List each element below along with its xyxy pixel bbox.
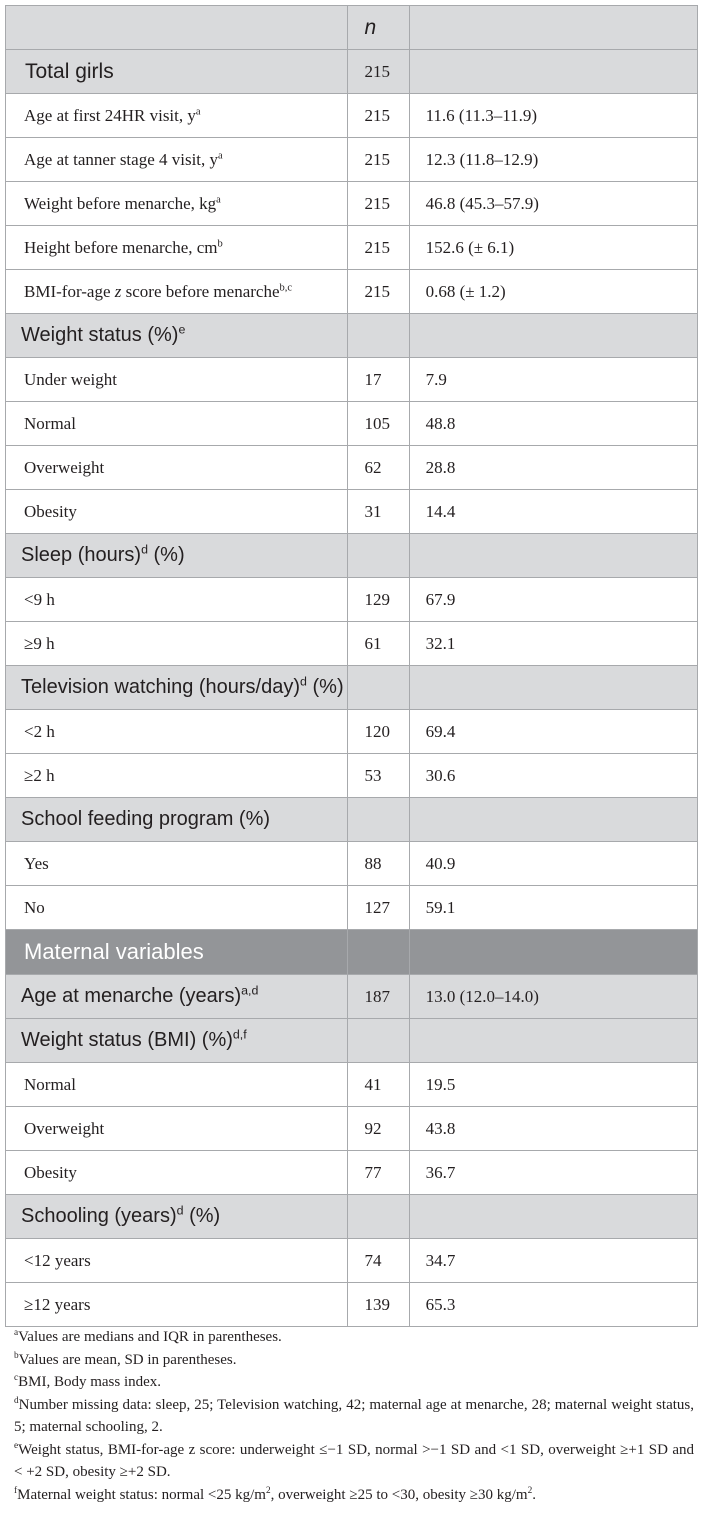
row-label: Yes <box>6 842 348 886</box>
section-title: Weight status (BMI) (%)$^{d,f}$ <box>6 1019 348 1063</box>
section-title: Weight status (%)$^e$ <box>6 314 348 358</box>
table-header-row <box>6 6 698 50</box>
row-value: 43.8 <box>409 1107 697 1151</box>
header-cell-value <box>409 6 697 50</box>
row-label: Normal <box>6 402 348 446</box>
row-value: 59.1 <box>409 886 697 930</box>
section-header-schooling <box>6 1195 698 1239</box>
row-label: ≥12 years <box>6 1283 348 1327</box>
table-row <box>6 622 698 666</box>
row-n: 187 <box>348 975 409 1019</box>
row-value: 69.4 <box>409 710 697 754</box>
row-n: 74 <box>348 1239 409 1283</box>
footnote-d: $^d$Number missing data: sleep, 25; Television watching, 42; maternal age at menarche, 28; maternal weight status, 5; maternal schooling, 2. <box>14 1395 694 1435</box>
row-label: Total girls <box>6 50 348 94</box>
row-n: 62 <box>348 446 409 490</box>
header-cell-label <box>6 6 348 50</box>
row-n: 215 <box>348 50 409 94</box>
row-value: 19.5 <box>409 1063 697 1107</box>
section-header-sleep <box>6 534 698 578</box>
footnote-c: $^c$BMI, Body mass index. <box>14 1373 162 1390</box>
row-label: BMI-for-age z score before menarche$^{b,c}$ <box>6 270 348 314</box>
row-label: Under weight <box>6 358 348 402</box>
characteristics-table <box>5 5 698 1327</box>
footnote-f: $^f$Maternal weight status: normal <25 $kg/m^2$, overweight ≥25 to <30, obesity ≥30 $kg/m^2$. <box>14 1485 537 1503</box>
row-label: Age at first 24HR visit, $y^a$ <box>6 94 348 138</box>
table-footnotes <box>14 1326 694 1506</box>
row-n: 88 <box>348 842 409 886</box>
row-value <box>409 50 697 94</box>
row-n: 215 <box>348 270 409 314</box>
row-value: 34.7 <box>409 1239 697 1283</box>
row-value: 65.3 <box>409 1283 697 1327</box>
section-header-school-feeding <box>6 798 698 842</box>
section-title: Sleep (hours)$^d$ (%) <box>6 534 348 578</box>
maternal-age-row <box>6 975 698 1019</box>
row-label: ≥2 h <box>6 754 348 798</box>
row-n: 41 <box>348 1063 409 1107</box>
row-n: 17 <box>348 358 409 402</box>
row-value: 46.8 (45.3–57.9) <box>409 182 697 226</box>
row-label: Obesity <box>6 490 348 534</box>
row-n: 31 <box>348 490 409 534</box>
table-row <box>6 754 698 798</box>
table-row <box>6 446 698 490</box>
table-row <box>6 1151 698 1195</box>
table-row <box>6 578 698 622</box>
table-row <box>6 358 698 402</box>
table-row <box>6 402 698 446</box>
row-n: 139 <box>348 1283 409 1327</box>
section-header-weight-status <box>6 314 698 358</box>
table-row <box>6 886 698 930</box>
row-label: Overweight <box>6 446 348 490</box>
table-row <box>6 842 698 886</box>
row-value: 0.68 (± 1.2) <box>409 270 697 314</box>
row-value: 13.0 (12.0–14.0) <box>409 975 697 1019</box>
section-header-television <box>6 666 698 710</box>
row-value: 152.6 (± 6.1) <box>409 226 697 270</box>
row-label: ≥9 h <box>6 622 348 666</box>
maternal-section-title: Maternal variables <box>6 930 348 975</box>
row-n: 105 <box>348 402 409 446</box>
table-row <box>6 182 698 226</box>
row-value: 12.3 (11.8–12.9) <box>409 138 697 182</box>
table-row <box>6 710 698 754</box>
row-n: 120 <box>348 710 409 754</box>
section-header-maternal-weight <box>6 1019 698 1063</box>
table-row <box>6 1107 698 1151</box>
row-value: 30.6 <box>409 754 697 798</box>
footnote-e: $^e$Weight status, BMI-for-age z score: underweight ≤−1 SD, normal >−1 SD and <1 SD, overweight ≥+1 SD and < +2 SD, obesity ≥+2 SD. <box>14 1440 694 1480</box>
row-n: 215 <box>348 182 409 226</box>
row-value: 28.8 <box>409 446 697 490</box>
row-value: 14.4 <box>409 490 697 534</box>
row-label: Overweight <box>6 1107 348 1151</box>
section-title: Schooling (years)$^d$ (%) <box>6 1195 348 1239</box>
table-row <box>6 270 698 314</box>
row-value: 40.9 <box>409 842 697 886</box>
row-n: 129 <box>348 578 409 622</box>
footnote-a: $^a$Values are medians and IQR in parentheses. <box>14 1328 282 1345</box>
row-value: 7.9 <box>409 358 697 402</box>
row-label: Normal <box>6 1063 348 1107</box>
row-value: 32.1 <box>409 622 697 666</box>
row-value: 67.9 <box>409 578 697 622</box>
row-label: <12 years <box>6 1239 348 1283</box>
table-row <box>6 94 698 138</box>
row-value: 11.6 (11.3–11.9) <box>409 94 697 138</box>
row-label: <9 h <box>6 578 348 622</box>
table-row <box>6 1063 698 1107</box>
row-label: Obesity <box>6 1151 348 1195</box>
row-label: Age at menarche (years)$^{a,d}$ <box>6 975 348 1019</box>
row-label: No <box>6 886 348 930</box>
row-n: 92 <box>348 1107 409 1151</box>
table-row <box>6 226 698 270</box>
row-label: <2 h <box>6 710 348 754</box>
table-row <box>6 490 698 534</box>
maternal-variables-header <box>6 930 698 975</box>
row-value: 36.7 <box>409 1151 697 1195</box>
section-title: Television watching (hours/day)$^d$ (%) <box>6 666 348 710</box>
table-row <box>6 1283 698 1327</box>
row-label: Weight before menarche, $kg^a$ <box>6 182 348 226</box>
row-n: 53 <box>348 754 409 798</box>
row-n: 127 <box>348 886 409 930</box>
footnote-b: $^b$Values are mean, SD in parentheses. <box>14 1350 237 1368</box>
row-n: 215 <box>348 94 409 138</box>
header-cell-n: n <box>348 6 409 50</box>
row-n: 61 <box>348 622 409 666</box>
row-value: 48.8 <box>409 402 697 446</box>
row-label: Age at tanner stage 4 visit, $y^a$ <box>6 138 348 182</box>
total-girls-row <box>6 50 698 94</box>
row-n: 215 <box>348 226 409 270</box>
table-row <box>6 1239 698 1283</box>
row-n: 77 <box>348 1151 409 1195</box>
row-label: Height before menarche, $cm^b$ <box>6 226 348 270</box>
section-title: School feeding program (%) <box>6 798 348 842</box>
table-row <box>6 138 698 182</box>
row-n: 215 <box>348 138 409 182</box>
